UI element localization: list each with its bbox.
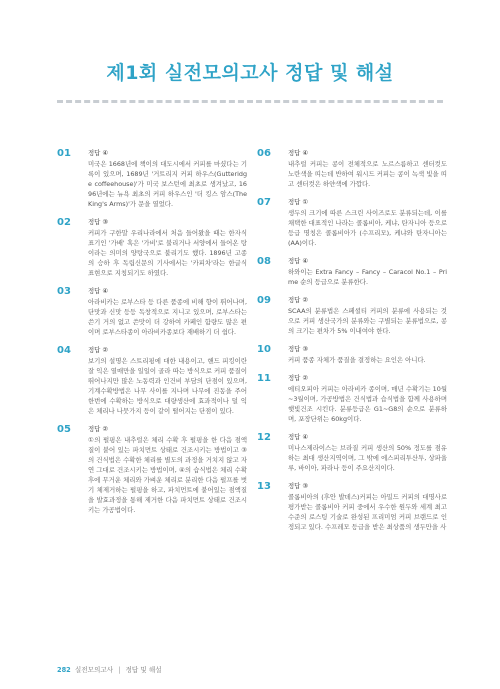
question-number: 07: [257, 197, 271, 208]
question-number: 11: [257, 373, 271, 384]
answer-label: 정답 ④: [288, 433, 309, 441]
explanation-text: 에티오피아 커피는 아라비카 종이며, 매년 수확기는 10월~3월이며, 가공방법은 건식법과 습식법을 함께 사용하며 햇빛건조 시킨다. 분류등급은 G1~G8의 순으로 분류하며, 포장단위는 60kg이다.: [288, 385, 447, 423]
question-number: 06: [257, 148, 271, 159]
explanation-text: SCAA의 분류법은 스페셜티 커피의 분류에 사용되는 것으로 커피 생산국가의 분류와는 구별되는 분류법으로, 콩의 크기는 편차가 5% 이내여야 한다.: [288, 307, 447, 335]
question-number: 04: [57, 345, 71, 356]
page-number: 282: [57, 666, 71, 674]
answer-item: [257, 373, 447, 424]
explanation-text: 보기의 설명은 스트리핑에 대한 내용이고, 핸드 피킹이란 잘 익은 열매만을 일일이 골라 따는 방식으로 커피 품질이 뛰어나지만 많은 노동력과 인건비 부담의 단점이 있으며, 기계수확방법은 나무 사이를 지나며 나무에 진동을 주어 한번에 수확하는 방식으로 대량생산에 효과적이나 덜 익은 체리나 나뭇가지 등이 같이 떨어지는 단점이 있다.: [88, 357, 247, 415]
explanation-text: 하와이는 Extra Fancy – Fancy – Caracol No.1 – Prime 순의 등급으로 분류한다.: [288, 268, 447, 286]
footer-separator: |: [118, 666, 121, 674]
answer-label: 정답 ②: [288, 374, 309, 382]
answers-left-column: [57, 148, 247, 523]
answer-item: [257, 148, 447, 189]
explanation-text: 콜롬비아의 (후안 발데스)커피는 아밀드 커피의 대명사로 평가받는 콜롬비아 커피 중에서 우수한 원두와 세계 최고 수준의 로스팅 기술로 완성된 프리미엄 커피 브랜드로 인정되고 있다. 수프레모 등급을 받은 최상품의 생두만을 사: [288, 493, 447, 531]
page-title: 제1회 실전모의고사 정답 및 해설: [106, 62, 394, 84]
answer-item: [57, 345, 247, 416]
question-number: 10: [257, 344, 271, 355]
explanation-text: 미나스제라이스는 브라질 커피 생산의 50% 정도를 점유하는 최대 생산지역이며, 그 밖에 에스피리투산투, 상파울루, 바이아, 파라나 등이 주요산지이다.: [288, 444, 447, 472]
answer-label: 정답 ②: [88, 425, 109, 433]
answer-item: [57, 424, 247, 515]
answer-label: 정답 ②: [288, 296, 309, 304]
page-footer: [57, 664, 162, 674]
footer-section-sublabel: 정답 및 해설: [125, 666, 162, 674]
answer-item: [257, 197, 447, 248]
answer-item: [257, 256, 447, 287]
explanation-text: 아라비카는 로부스타 등 다른 품종에 비해 향이 뛰어나며, 단맛과 신맛 등등 독창적으로 지니고 있으며, 로부스타는 쓴기 거의 없고 쓴맛이 더 강하여 카페인 함량도 많은 편이며 로부스타종이 아라비카종보다 재배하기 더 쉽다.: [88, 298, 247, 336]
answer-item: [257, 432, 447, 473]
answers-right-column: [257, 148, 447, 540]
answer-item: [57, 286, 247, 337]
explanation-text: ①의 펄핑은 내추럴은 체리 수확 후 펄핑을 한 다음 점액질이 붙어 있는 파치먼트 상태로 건조시키는 방법이고 ③의 건식법은 수확한 체리를 별도의 과정을 거치지 않고 자연 그대로 건조시키는 방법이며, ④의 습식법은 체리 수확 후에 무거운 체리와 가벼운 체리로 분리한 다음 펄프를 벗기 체제거하는 펄핑을 하고, 파치먼트에 붙어있는 점액질을 발효과정을 통해 제거한 다음 파치먼트 상태로 건조시키는 가공법이다.: [88, 436, 247, 514]
answer-label: 정답 ④: [288, 149, 309, 157]
explanation-text: 생두의 크기에 따른 스크린 사이즈로도 분류되는데, 이를 채택한 대표적인 나라는 콜롬비아, 케냐, 탄자니아 등으로 등급 명칭은 콜롬비아가 (수프리모), 케냐와 탄자니아는 (AA)이다.: [288, 209, 447, 247]
question-number: 01: [57, 148, 71, 159]
title-divider: [57, 100, 443, 103]
answer-label: 정답 ③: [88, 218, 109, 226]
question-number: 13: [257, 481, 271, 492]
question-number: 02: [57, 217, 71, 228]
question-number: 12: [257, 432, 271, 443]
explanation-text: 내추럴 커피는 콩이 전체적으로 노르스름하고 센터컷도 노란색을 띠는데 반하여 워시드 커피는 콩이 녹색 빛을 띠고 센터컷은 하얀색에 가깝다.: [288, 160, 447, 188]
question-number: 08: [257, 256, 271, 267]
answer-label: 정답 ④: [88, 149, 109, 157]
answer-item: [257, 295, 447, 336]
answer-item: [257, 344, 447, 365]
explanation-text: 커피가 구한말 우리나라에서 처음 들어왔을 때는 한자식 표기인 '가배' 혹은 '가비'로 불리거나 서양에서 들어온 탕이라는 의미의 양탕국으로 불리기도 했다. 1896년 고종의 승하 후 독립신문의 기사에서는 '카피차'라는 한글식 표현으로 지칭되기도 하였다.: [88, 229, 247, 277]
question-number: 05: [57, 424, 71, 435]
question-number: 09: [257, 295, 271, 306]
answer-item: [57, 148, 247, 209]
answer-item: [257, 481, 447, 532]
answer-label: 정답 ④: [88, 287, 109, 295]
answer-label: 정답 ②: [88, 346, 109, 354]
explanation-text: 커피 품종 자체가 품질을 결정하는 요인은 아니다.: [288, 356, 426, 364]
answer-label: 정답 ③: [288, 482, 309, 490]
answer-item: [57, 217, 247, 278]
question-number: 03: [57, 286, 71, 297]
answer-label: 정답 ③: [288, 345, 309, 353]
footer-section-label: 실전모의고사: [74, 666, 114, 674]
answer-label: 정답 ①: [288, 198, 309, 206]
answer-label: 정답 ④: [288, 257, 309, 265]
explanation-text: 미국은 1668년에 책이의 대도시에서 커피를 마셨다는 기록이 있으며, 1689년 '거트리지 커피 하우스(Gutteridge coffeehouse)'가 미국 보스턴에 최초로 생겨났고, 1696년에는 뉴욕 최초의 커피 하우스인 '더 킹스 암스(The King's Arms)'가 문을 열었다.: [88, 160, 247, 208]
